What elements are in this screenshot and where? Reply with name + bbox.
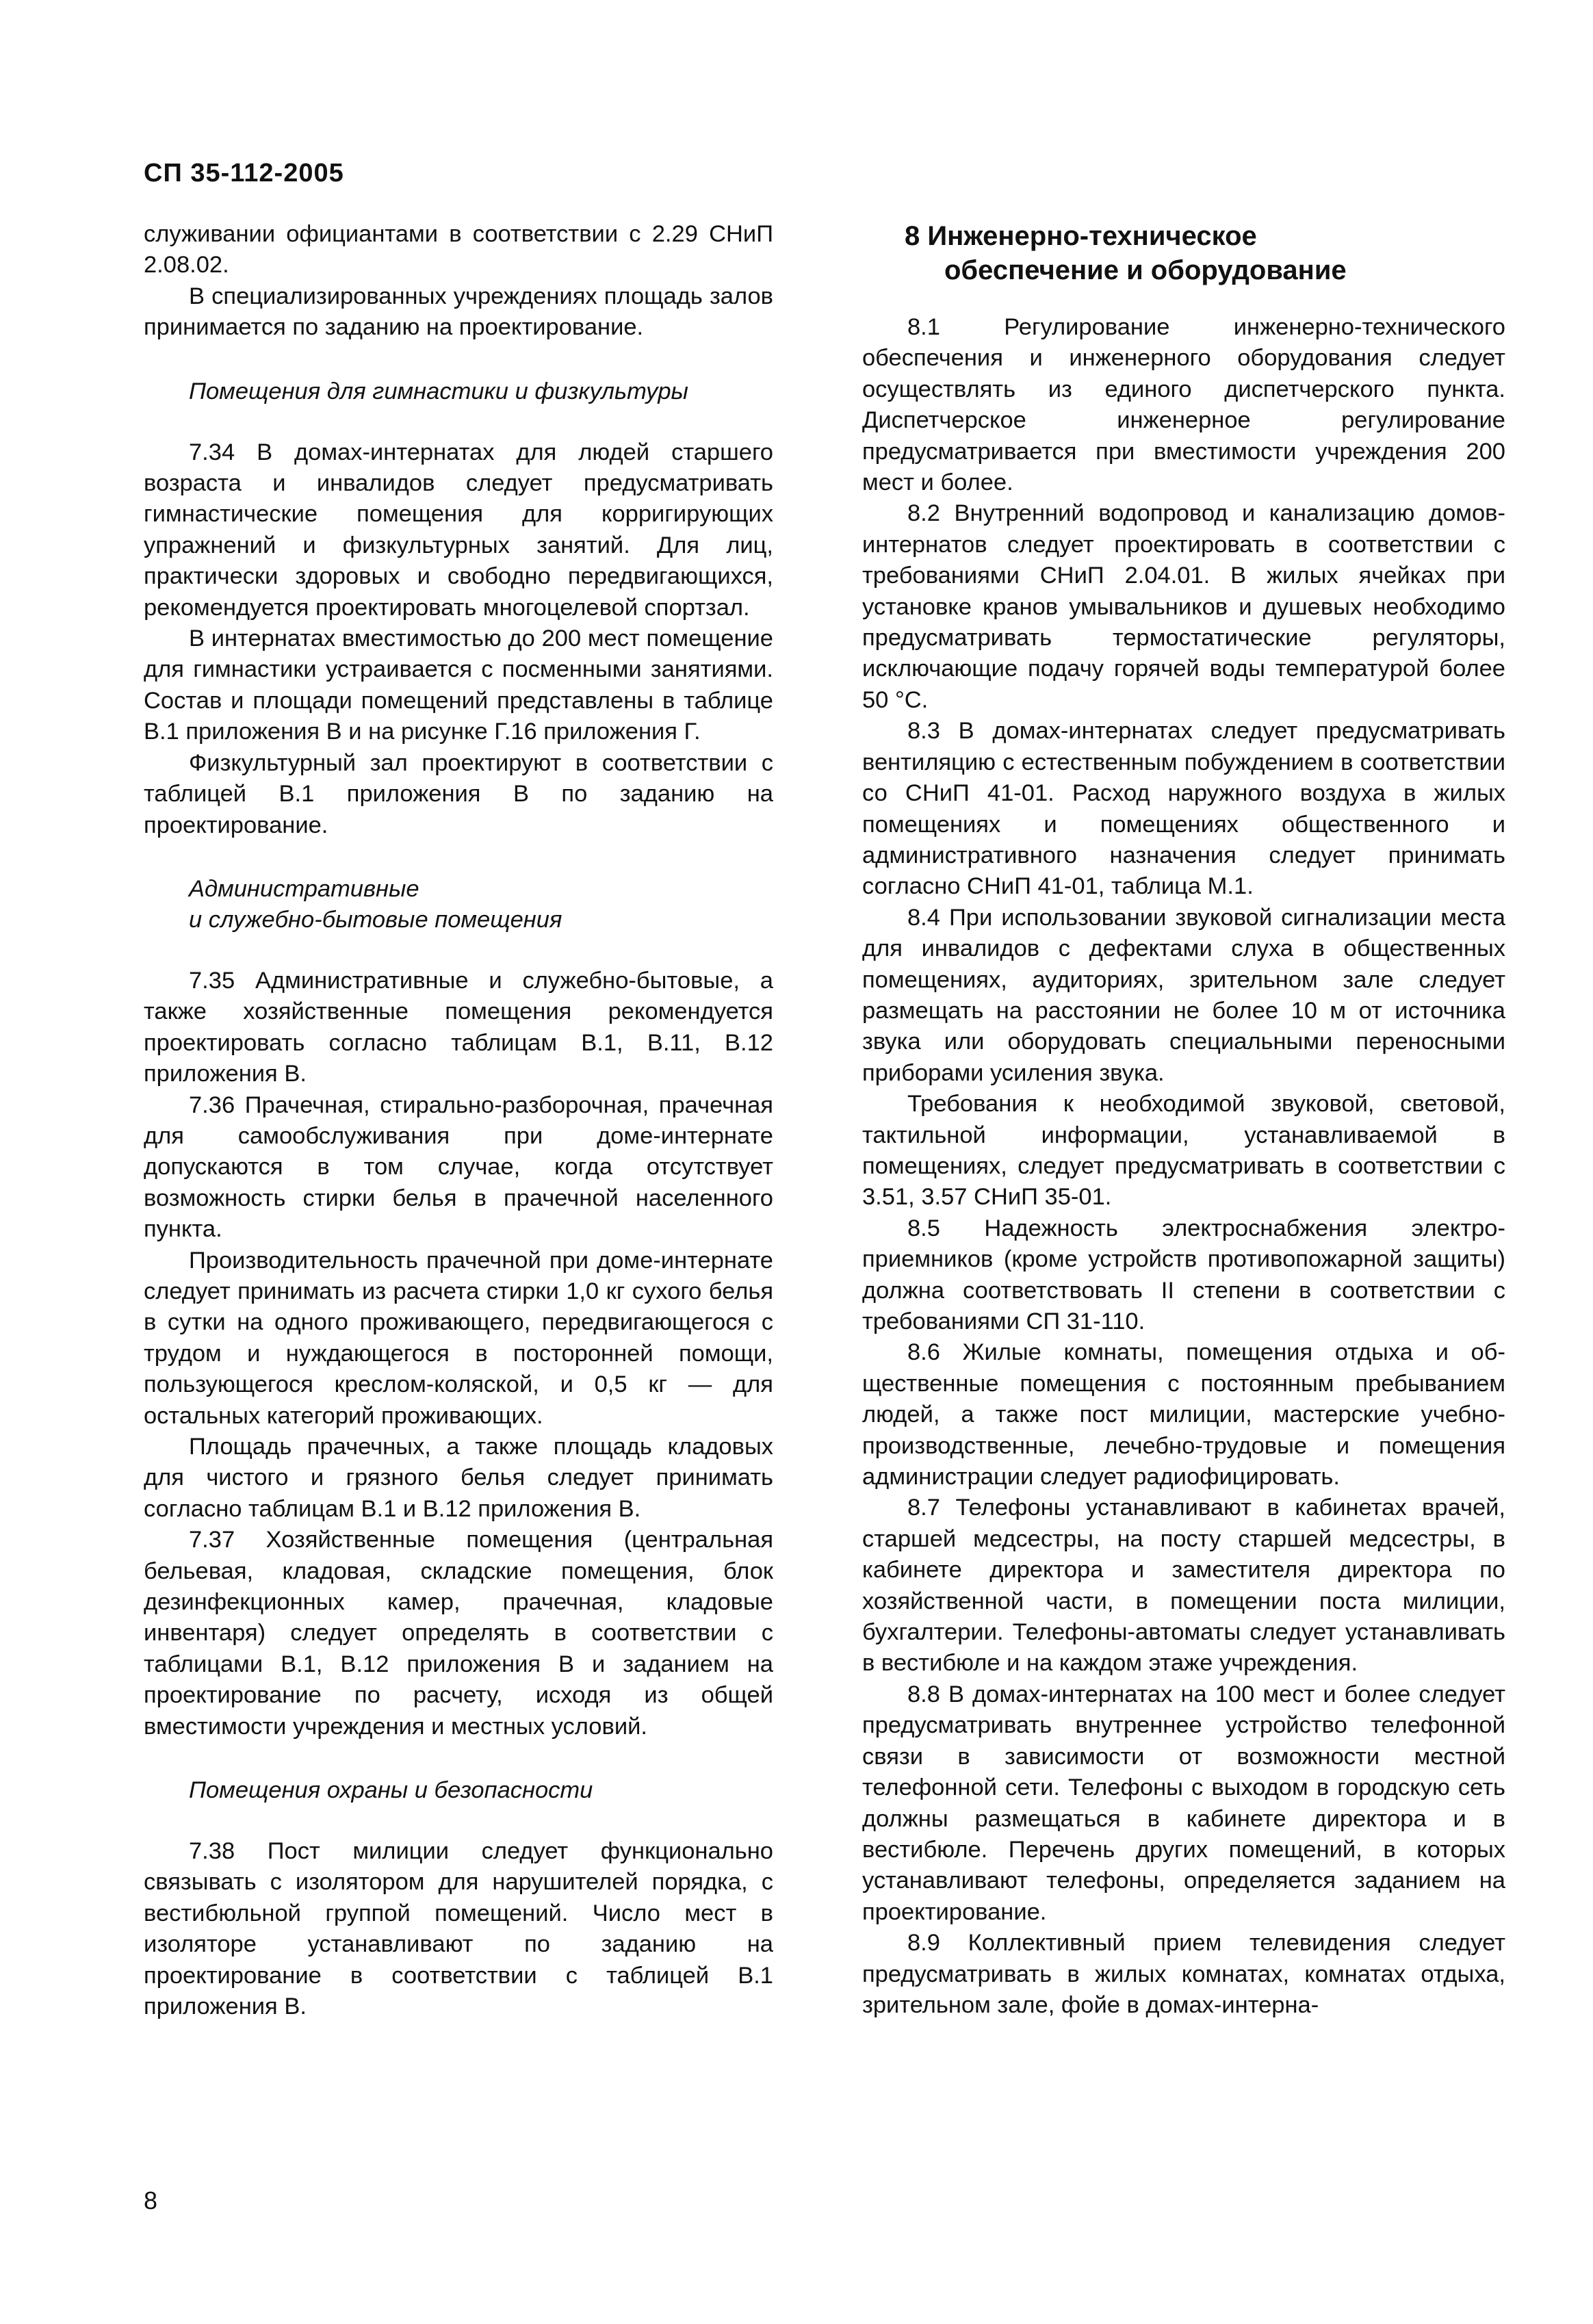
subheading-security — [189, 1775, 773, 1806]
subheading-gym-text: Помещения для гимнастики и физкультуры — [189, 378, 688, 404]
section-title — [905, 219, 1505, 287]
paragraph-8-8: 8.8 В домах-интернатах на 100 мест и более следует предусматривать внутреннее устройство телефонной связи в зависимости от возможности местной телефонной сети. Телефоны с выходом в городскую сеть должны размещаться в кабинете директора и в вестибюле. Перечень других помещений, в которых устанавливают телефоны, определяется заданием на проектирование. — [862, 1681, 1505, 1925]
paragraph-8-5: 8.5 Надежность электроснабжения электроприемников (кроме устройств противопожарной защиты) должна соответствовать II степени в соответствии с требованиями СП 31-110. — [862, 1215, 1505, 1334]
paragraph-7-34-b: В интернатах вместимостью до 200 мест помещение для гимнастики устраивается с посменными занятиями. Состав и площади помещений представлены в таблице В.1 приложения В и на рисунке Г.16 приложения Г. — [144, 625, 773, 745]
paragraph-8-1: 8.1 Регулирование инженерно-технического обеспечения и инженерного оборудования следует осуществлять из единого диспетчерского пункта. Диспетчерское инженерное регулирование предусматривается при вместимости учреждения 200 мест и более. — [862, 314, 1505, 496]
paragraph-7-38: 7.38 Пост милиции следует функционально связывать с изолятором для нарушителей порядка, с вестибюльной группой помещений. Число мест в изоляторе устанавливают по заданию на проектирование в соответствии с таблицей В.1 приложения В. — [144, 1838, 773, 2020]
paragraph-7-34: 7.34 В домах-интернатах для людей старшего возраста и инвалидов следует предусматривать гимнастические помещения для корригирующих упражнений и физкультурных занятий. Для лиц, практически здоровых и свободно передвигающихся, рекомендуется проектировать многоцелевой спортзал. — [144, 439, 773, 621]
subheading-admin-line-1: Административные — [189, 875, 419, 902]
paragraph-8-2: 8.2 Внутренний водопровод и канализацию домов-интернатов следует проектировать в соответствии с требованиями СНиП 2.04.01. В жилых ячейках при установке кранов умывальников и душевых необходимо предусматривать термостатические регуляторы, исключающие подачу горячей воды температурой более 50 °С. — [862, 500, 1505, 713]
subheading-security-text: Помещения охраны и безопасности — [189, 1777, 593, 1804]
document-code: СП 35-112-2005 — [144, 159, 344, 188]
subheading-admin — [189, 874, 773, 935]
paragraph-8-4: 8.4 При использовании звуковой сигнализации места для инвалидов с дефектами слуха в общественных помещениях, аудиториях, зрительном зале следует размещать на расстоянии не более 10 м от источника звука или оборудовать специальными переносными приборами усиления звука. — [862, 904, 1505, 1086]
paragraph-7-35: 7.35 Административные и служебно-бытовые, а также хозяйственные помещения рекомендуется проектировать согласно таблицам В.1, В.11, В.12 приложения В. — [144, 967, 773, 1087]
paragraph-continuation: служивании официантами в соответствии с 2.29 СНиП 2.08.02. — [144, 221, 773, 279]
paragraph-8-3: 8.3 В домах-интернатах следует предусматривать вентиляцию с естественным побуждением в соответствии со СНиП 41-01. Расход наружного воздуха в жилых помещениях и помещениях общественного и административного назначения следует принимать согласно СНиП 41-01, таблица М.1. — [862, 718, 1505, 900]
section-title-line-1: 8 Инженерно-техническое — [905, 221, 1257, 251]
paragraph-8-6: 8.6 Жилые комнаты, помещения отдыха и общественные помещения с постоянным пребыванием людей, а также пост милиции, мастерские учебно-производственные, лечебно-трудовые и помещения администрации следует радиофицировать. — [862, 1339, 1505, 1490]
paragraph-7-34-c: Физкультурный зал проектируют в соответствии с таблицей В.1 приложения В по заданию на проектирование. — [144, 749, 773, 838]
paragraph-8-9: 8.9 Коллективный прием телевидения следует предусматривать в жилых комнатах, комнатах отдыха, зрительном зале, фойе в домах-интерна- — [862, 1930, 1505, 2018]
section-title-line-2: обеспечение и оборудование — [944, 255, 1347, 285]
paragraph-8-7: 8.7 Телефоны устанавливают в кабинетах врачей, старшей медсестры, на посту старшей медсестры, в кабинете директора и заместителя директора по хозяйственной части, в помещении поста милиции, бухгалтерии. Телефоны-автоматы следует устанавливать в вестибюле и на каждом этаже учреждения. — [862, 1495, 1505, 1677]
right-column — [862, 219, 1505, 2021]
paragraph-7-36: 7.36 Прачечная, стирально-разборочная, прачечная для самообслуживания при доме-интернате допускаются в том случае, когда отсутствует возможность стирки белья в прачечной населенного пункта. — [144, 1092, 773, 1243]
subheading-gym — [189, 376, 773, 407]
left-column — [144, 219, 773, 2023]
page-number: 8 — [144, 2186, 158, 2215]
paragraph-7-36-c: Площадь прачечных, а также площадь кладовых для чистого и грязного белья следует принимать согласно таблицам В.1 и В.12 приложения В. — [144, 1434, 773, 1522]
subheading-admin-line-2: и служебно-бытовые помещения — [189, 906, 562, 933]
paragraph-8-4-b: Требования к необходимой звуковой, световой, тактильной информации, устанавливаемой в помещениях, следует предусматривать в соответствии с 3.51, 3.57 СНиП 35-01. — [862, 1091, 1505, 1211]
paragraph-specialized-halls: В специализированных учреждениях площадь залов принимается по заданию на проектирование. — [144, 283, 773, 341]
paragraph-7-36-b: Производительность прачечной при доме-интернате следует принимать из расчета стирки 1,0 кг сухого белья в сутки на одного проживающего, передвигающегося с трудом и нуждающегося в посторонней помощи, пользующегося креслом-коляской, и 0,5 кг — для остальных категорий проживающих. — [144, 1247, 773, 1429]
paragraph-7-37: 7.37 Хозяйственные помещения (центральная бельевая, кладовая, складские помещения, блок дезинфекционных камер, прачечная, кладовые инвентаря) следует определять в соответствии с таблицами В.1, В.12 приложения В и заданием на проектирование по расчету, исходя из общей вместимости учреждения и местных условий. — [144, 1527, 773, 1740]
